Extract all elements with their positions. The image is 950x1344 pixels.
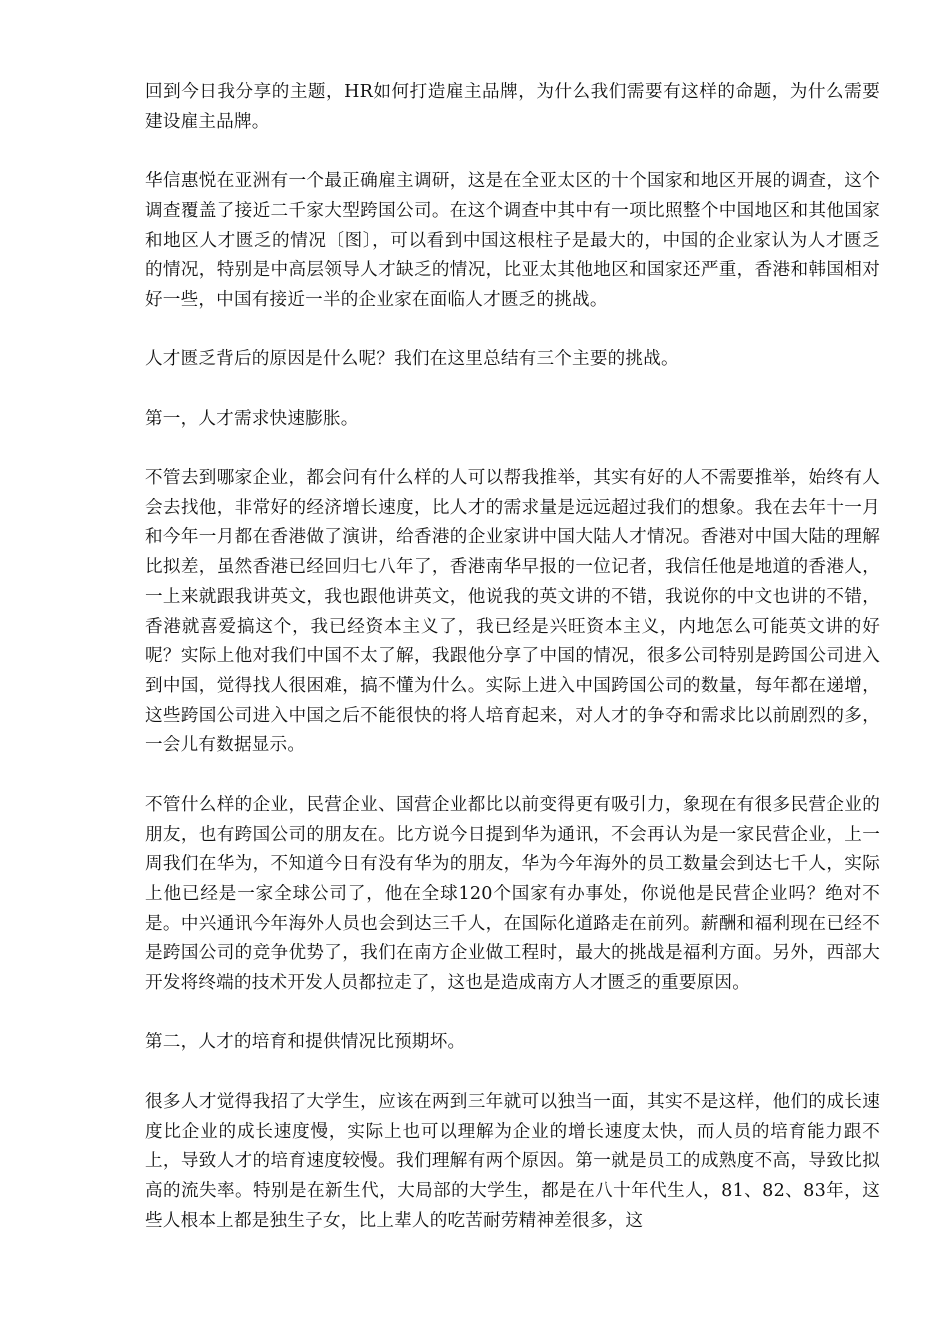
paragraph-heading-first: 第一，人才需求快速膨胀。 bbox=[145, 408, 359, 429]
paragraph-survey: 华信惠悦在亚洲有一个最正确雇主调研，这是在全亚太区的十个国家和地区开展的调查，这个调查覆盖了接近二千家大型跨国公司。在这个调查中其中有一项比照整个中国地区和其他国家和地区人才匮乏的情况〔图〕，可以看到中国这根柱子是最大的，中国的企业家认为人才匮乏的情况，特别是中高层领导人才缺乏的情况，比亚太其他地区和国家还严重，香港和韩国相对好一些，中国有接近一半的企业家在面临人才匮乏的挑战。 bbox=[145, 171, 880, 310]
paragraph-training: 很多人才觉得我招了大学生，应该在两到三年就可以独当一面，其实不是这样，他们的成长速度比企业的成长速度慢，实际上也可以理解为企业的增长速度太快，而人员的培育能力跟不上，导致人才的培育速度较慢。我们理解有两个原因。第一就是员工的成熟度不高，导致比拟高的流失率。特别是在新生代，大局部的大学生，都是在八十年代生人，81、82、83年，这些人根本上都是独生子女，比上辈人的吃苦耐劳精神差很多，这 bbox=[145, 1091, 880, 1231]
paragraph-enterprises: 不管什么样的企业，民营企业、国营企业都比以前变得更有吸引力，象现在有很多民营企业的朋友，也有跨国公司的朋友在。比方说今日提到华为通讯，不会再认为是一家民营企业，上一周我们在华为，不知道今日有没有华为的朋友，华为今年海外的员工数量会到达七千人，实际上他已经是一家全球公司了，他在全球120个国家有办事处，你说他是民营企业吗？绝对不是。中兴通讯今年海外人员也会到达三千人，在国际化道路走在前列。薪酬和福利现在已经不是跨国公司的竞争优势了，我们在南方企业做工程时，最大的挑战是福利方面。另外，西部大开发将终端的技术开发人员都拉走了，这也是造成南方人才匮乏的重要原因。 bbox=[145, 794, 880, 994]
document-page bbox=[145, 78, 880, 1266]
paragraph-intro: 回到今日我分享的主题，HR如何打造雇主品牌，为什么我们需要有这样的命题，为什么需要建设雇主品牌。 bbox=[145, 82, 880, 132]
paragraph-demand: 不管去到哪家企业，都会问有什么样的人可以帮我推举，其实有好的人不需要推举，始终有人会去找他，非常好的经济增长速度，比人才的需求量是远远超过我们的想象。我在去年十一月和今年一月都在香港做了演讲，给香港的企业家讲中国大陆人才情况。香港对中国大陆的理解比拟差，虽然香港已经回归七八年了，香港南华早报的一位记者，我信任他是地道的香港人，一上来就跟我讲英文，我也跟他讲英文，他说我的英文讲的不错，我说你的中文也讲的不错，香港就喜爱搞这个，我已经资本主义了，我已经是兴旺资本主义，内地怎么可能英文讲的好呢？实际上他对我们中国不太了解，我跟他分享了中国的情况，很多公司特别是跨国公司进入到中国，觉得找人很困难，搞不懂为什么。实际上进入中国跨国公司的数量，每年都在递增，这些跨国公司进入中国之后不能很快的将人培育起来，对人才的争夺和需求比以前剧烈的多，一会儿有数据显示。 bbox=[145, 468, 880, 756]
paragraph-heading-second: 第二，人才的培育和提供情况比预期坏。 bbox=[145, 1032, 466, 1053]
paragraph-causes: 人才匮乏背后的原因是什么呢？我们在这里总结有三个主要的挑战。 bbox=[145, 349, 679, 370]
